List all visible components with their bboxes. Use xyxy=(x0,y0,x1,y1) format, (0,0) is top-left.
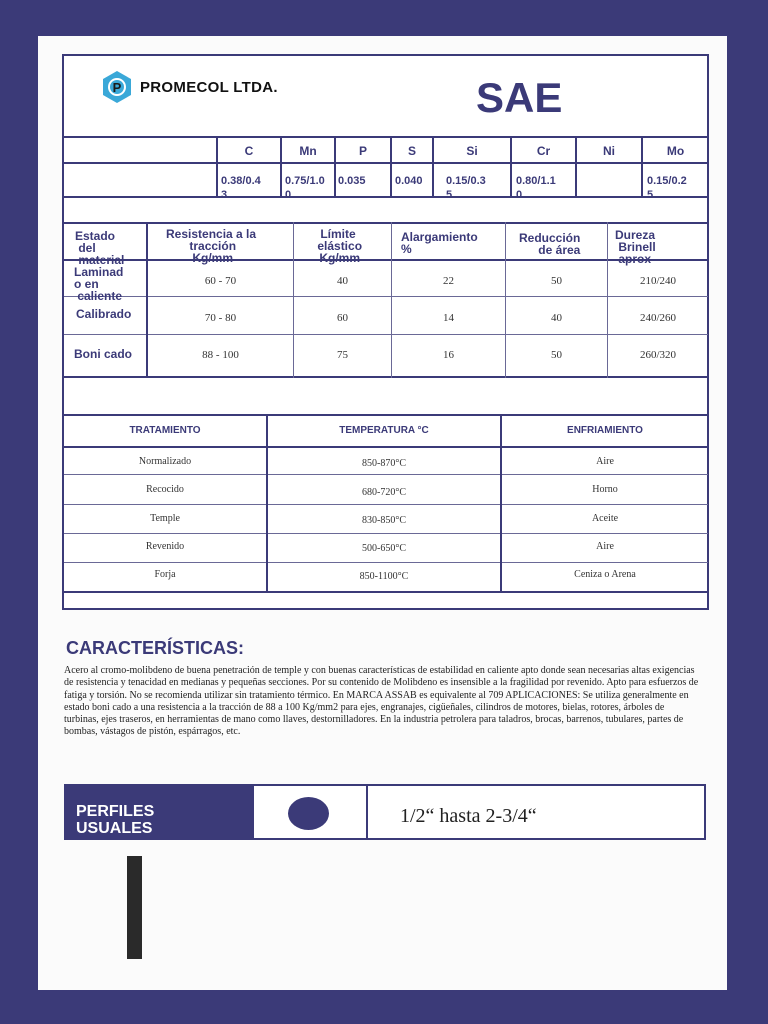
chem-header-ni: Ni xyxy=(603,144,615,158)
chem-header-mn: Mn xyxy=(299,144,317,158)
treat-cell: 850-1100°C xyxy=(359,571,409,582)
mech-header-elongation: Alargamiento % xyxy=(401,230,478,256)
mech-cell: 50 xyxy=(551,275,562,287)
mech-cell: 22 xyxy=(443,275,454,287)
mech-header-tensile: Resistencia a la tracción Kg/mm xyxy=(166,227,257,265)
mech-cell: 40 xyxy=(551,312,562,324)
chem-value-s: 0.040 xyxy=(395,175,423,187)
treat-cell: 680-720°C xyxy=(362,487,406,498)
treat-header-treatment: TRATAMIENTO xyxy=(129,425,201,436)
chem-value-cr: 0.80/1.1 0 xyxy=(516,175,556,201)
treat-cell: Aceite xyxy=(591,513,619,524)
svg-text:P: P xyxy=(112,80,122,95)
mech-cell: 40 xyxy=(337,275,348,287)
chem-value-c: 0.38/0.4 3 xyxy=(221,175,261,201)
treat-cell: Aire xyxy=(596,456,614,467)
chem-value-si: 0.15/0.3 5 xyxy=(446,175,486,201)
mech-header-yield: Límite elástico Kg/mm xyxy=(317,227,363,265)
mech-row-state: Calibrado xyxy=(76,307,132,321)
mech-cell: 88 - 100 xyxy=(202,349,239,361)
treat-cell: Revenido xyxy=(145,541,185,552)
company-logo xyxy=(100,70,278,104)
treat-cell: 850-870°C xyxy=(362,458,406,469)
mech-cell: 60 xyxy=(337,312,348,324)
treat-cell: Horno xyxy=(592,484,618,495)
round-bar-icon xyxy=(288,797,329,830)
chem-value-mo: 0.15/0.2 5 xyxy=(647,175,687,201)
chem-header-p: P xyxy=(358,144,367,158)
chem-value-mn: 0.75/1.0 0 xyxy=(285,175,325,201)
logo-hex-icon xyxy=(100,70,134,104)
mech-cell: 16 xyxy=(443,349,454,361)
treat-cell: 830-850°C xyxy=(362,515,406,526)
profiles-label: PERFILES USUALES xyxy=(66,786,252,838)
page-title: SAE xyxy=(476,74,563,121)
mech-cell: 75 xyxy=(337,349,348,361)
treat-header-cooling: ENFRIAMIENTO xyxy=(567,425,643,436)
mech-header-state: Estado del material xyxy=(75,229,125,267)
treat-header-temperature: TEMPERATURA °C xyxy=(339,425,429,436)
mech-row-state: Laminad o en caliente xyxy=(74,265,124,303)
bar-profile-icon xyxy=(127,856,142,959)
mech-row-state-cell xyxy=(66,262,146,303)
chem-header-si: Si xyxy=(466,144,478,158)
treat-cell: 500-650°C xyxy=(362,543,406,554)
mech-cell: 240/260 xyxy=(639,312,677,324)
treat-cell: Normalizado xyxy=(138,456,192,467)
treat-cell: Temple xyxy=(150,513,180,524)
characteristics-title: CARACTERÍSTICAS: xyxy=(66,638,244,658)
chem-header-s: S xyxy=(407,144,416,158)
profiles-size-range: 1/2“ hasta 2-3/4“ xyxy=(400,805,537,827)
treat-cell: Ceniza o Arena xyxy=(574,569,636,580)
chem-header-c: C xyxy=(244,144,254,158)
characteristics-body: Acero al cromo-molibdeno de buena penetración de temple y con buenas características de estabilidad en caliente apto donde sean necesarias altas exigencias de resistencia y tenacidad en medianas y pequeñas secciones. Por su contenido de Molibdeno es insensible a la fragilidad por revenido. Apto para esfuerzos de fatiga y torsión. No se recomienda utilizar sin tratamiento térmico. En MARCA ASSAB es equivalente al 709 APLICACIONES: Se utiliza generalmente en estado boni cado a una resistencia a la tracción de 88 a 100 Kg/mm2 para ejes, engranajes, cigüeñales, cilindros de motores, bielas, rotores, árboles de turbinas, ejes traseros, en herramientas de mano como llaves, destornilladores. En la industria petrolera para taladros, brocas, barrenos, tubulares, partes de bombas, vástagos de pistón, espárragos, etc. xyxy=(64,665,699,738)
mech-cell: 70 - 80 xyxy=(204,312,237,324)
company-name: PROMECOL LTDA. xyxy=(140,78,278,96)
mech-header-reduction: Reducción de área xyxy=(519,231,581,257)
mech-header-row xyxy=(64,224,708,267)
mech-header-hardness: Dureza Brinell aprox xyxy=(615,228,656,266)
mech-cell: 14 xyxy=(443,312,454,324)
treat-cell: Forja xyxy=(154,569,176,580)
chem-header-mo: Mo xyxy=(666,144,685,158)
mech-row-state: Boni cado xyxy=(74,347,133,361)
treat-cell: Aire xyxy=(596,541,614,552)
chem-header-cr: Cr xyxy=(536,144,551,158)
mech-cell: 50 xyxy=(551,349,562,361)
treat-cell: Recocido xyxy=(146,484,184,495)
chem-value-p: 0.035 xyxy=(338,175,366,187)
mech-cell: 260/320 xyxy=(639,349,677,361)
mech-cell: 60 - 70 xyxy=(204,275,237,287)
mech-cell: 210/240 xyxy=(639,275,677,287)
